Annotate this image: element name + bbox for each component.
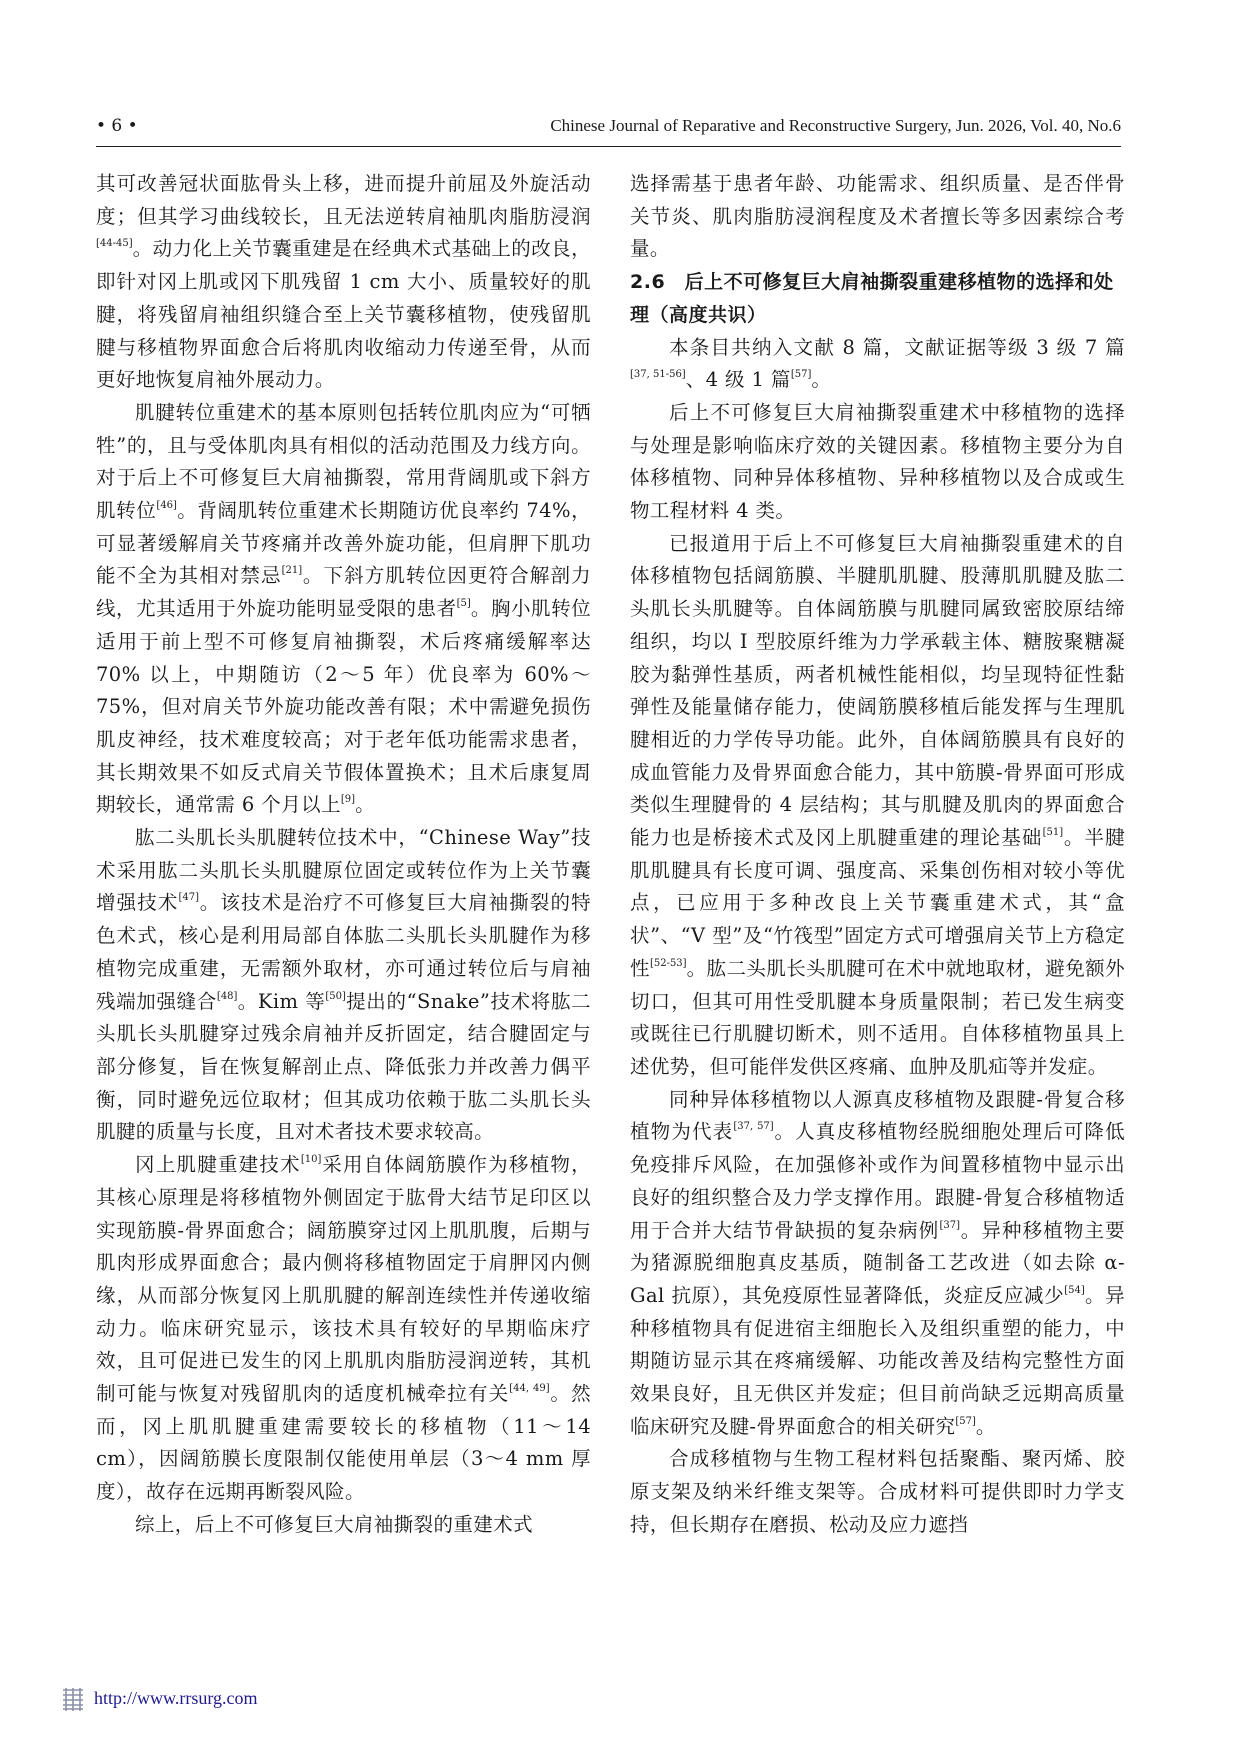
- text-run: 。: [975, 1414, 996, 1438]
- text-run: 。Kim 等: [237, 989, 326, 1013]
- text-run: 。胸小肌转位适用于前上型不可修复肩袖撕裂，术后疼痛缓解率达 70% 以上，中期随访（2～5 年）优良率为 60%～75%，但对肩关节外旋功能改善有限；术中需避免损伤肌皮神经，技术难度较高；对于老年低功能需求患者，其长期效果不如反式肩关节假体置换术；且术后康复周期较长，通常需 6 个月以上: [96, 597, 592, 817]
- text-run: 。异种移植物主要为猪源脱细胞真皮基质，随制备工艺改进（如去除 α-Gal 抗原），其免疫原性显著降低，炎症反应减少: [630, 1218, 1125, 1307]
- text-run: 同种异体移植物以人源真皮移植物及跟腱-骨复合移植物为代表: [630, 1087, 1125, 1144]
- paragraph: [630, 397, 1125, 528]
- citation-ref[interactable]: [47]: [178, 892, 200, 904]
- page-number: • 6 •: [96, 116, 138, 136]
- section-heading: [630, 266, 1125, 331]
- paragraph: [96, 822, 591, 1149]
- page-header: [0, 0, 1241, 140]
- paragraph: [96, 1149, 591, 1509]
- header-divider: [96, 146, 1121, 147]
- citation-ref[interactable]: [51]: [1042, 827, 1064, 839]
- paragraph: [96, 1509, 591, 1542]
- text-run: 。背阔肌转位重建术长期随访优良率约 74%，可显著缓解肩关节疼痛并改善外旋功能，但肩胛下肌功能不全为其相对禁忌: [96, 499, 592, 588]
- citation-ref[interactable]: [44-45]: [96, 238, 133, 250]
- paragraph: [630, 528, 1125, 1084]
- paragraph: [630, 1084, 1125, 1444]
- citation-ref[interactable]: [10]: [300, 1154, 322, 1166]
- paragraph: [96, 397, 591, 822]
- citation-ref[interactable]: [37, 51-56]: [630, 369, 686, 381]
- text-run: 。: [811, 368, 832, 392]
- text-run: 本条目共纳入文献 8 篇，文献证据等级 3 级 7 篇: [669, 335, 1125, 359]
- citation-ref[interactable]: [37, 57]: [733, 1121, 774, 1133]
- text-run: 。该技术是治疗不可修复巨大肩袖撕裂的特色术式，核心是利用局部自体肱二头肌长头肌腱作为移植物完成重建，无需额外取材，亦可通过转位后与肩袖残端加强缝合: [96, 891, 591, 1013]
- page-footer: [60, 1686, 460, 1716]
- text-run: 2.6 后上不可修复巨大肩袖撕裂重建移植物的选择和处理（高度共识）: [630, 271, 1114, 326]
- text-run: 选择需基于患者年龄、功能需求、组织质量、是否伴骨关节炎、肌肉脂肪浸润程度及术者擅长等多因素综合考量。: [630, 172, 1125, 261]
- text-run: 。动力化上关节囊重建是在经典术式基础上的改良，即针对冈上肌或冈下肌残留 1 cm 大小、质量较好的肌腱，将残留肩袖组织缝合至上关节囊移植物，使残留肌腱与移植物界面愈合后将肌肉收缩动力传递至骨，从而更好地恢复肩袖外展动力。: [96, 237, 591, 392]
- text-run: 冈上肌腱重建技术: [135, 1153, 301, 1177]
- citation-ref[interactable]: [9]: [340, 794, 356, 806]
- citation-ref[interactable]: [37]: [939, 1219, 960, 1231]
- citation-ref[interactable]: [54]: [1064, 1284, 1085, 1296]
- journal-logo-icon: [60, 1686, 86, 1712]
- paragraph: [630, 332, 1125, 397]
- paragraph: [630, 1443, 1125, 1541]
- text-run: 后上不可修复巨大肩袖撕裂重建术中移植物的选择与处理是影响临床疗效的关键因素。移植物主要分为自体移植物、同种异体移植物、异种移植物以及合成或生物工程材料 4 类。: [630, 400, 1125, 523]
- text-run: 。然而，冈上肌肌腱重建需要较长的移植物（11～14 cm），因阔筋膜长度限制仅能使用单层（3～4 mm 厚度），故存在远期再断裂风险。: [96, 1382, 591, 1504]
- citation-ref[interactable]: [21]: [281, 565, 303, 577]
- text-run: 。人真皮移植物经脱细胞处理后可降低免疫排斥风险，在加强修补或作为间置移植物中显示出良好的组织整合及力学支撑作用。跟腱-骨复合移植物适用于合并大结节骨缺损的复杂病例: [630, 1120, 1125, 1242]
- left-column: [96, 168, 591, 1542]
- text-run: 采用自体阔筋膜作为移植物，其核心原理是将移植物外侧固定于肱骨大结节足印区以实现筋膜-骨界面愈合；阔筋膜穿过冈上肌肌腹，后期与肌肉形成界面愈合；最内侧将移植物固定于肩胛冈内侧缘，从而部分恢复冈上肌肌腱的解剖连续性并传递收缩动力。临床研究显示，该技术具有较好的早期临床疗效，且可促进已发生的冈上肌肌肉脂肪浸润逆转，其机制可能与恢复对残留肌肉的适度机械牵拉有关: [96, 1153, 591, 1406]
- citation-ref[interactable]: [5]: [456, 598, 471, 610]
- citation-ref[interactable]: [57]: [790, 369, 812, 381]
- paragraph: [96, 168, 591, 397]
- text-run: 、4 级 1 篇: [685, 368, 791, 392]
- text-run: 。半腱肌肌腱具有长度可调、强度高、采集创伤相对较小等优点，已应用于多种改良上关节囊重建术式，其“盒状”、“V 型”及“竹筏型”固定方式可增强肩关节上方稳定性: [630, 826, 1125, 980]
- citation-ref[interactable]: [52-53]: [649, 957, 687, 969]
- text-run: 提出的“Snake”技术将肱二头肌长头肌腱穿过残余肩袖并反折固定，结合腱固定与部分修复，旨在恢复解剖止点、降低张力并改善力偶平衡，同时避免远位取材；但其成功依赖于肱二头肌长头肌腱的质量与长度，且对术者技术要求较高。: [96, 989, 591, 1144]
- text-run: 综上，后上不可修复巨大肩袖撕裂的重建术式: [135, 1512, 534, 1536]
- right-column: [630, 168, 1125, 1542]
- text-run: 其可改善冠状面肱骨头上移，进而提升前屈及外旋活动度；但其学习曲线较长，且无法逆转肩袖肌肉脂肪浸润: [96, 172, 591, 228]
- text-run: 。肱二头肌长头肌腱可在术中就地取材，避免额外切口，但其可用性受肌腱本身质量限制；若已发生病变或既往已行肌腱切断术，则不适用。自体移植物虽具上述优势，但可能伴发供区疼痛、血肿及肌疝等并发症。: [630, 956, 1125, 1078]
- citation-ref[interactable]: [48]: [216, 990, 238, 1002]
- text-run: 肱二头肌长头肌腱转位技术中，“Chinese Way”技术采用肱二头肌长头肌腱原位固定或转位作为上关节囊增强技术: [96, 826, 591, 915]
- text-run: 合成移植物与生物工程材料包括聚酯、聚丙烯、胶原支架及纳米纤维支架等。合成材料可提供即时力学支持，但长期存在磨损、松动及应力遮挡: [630, 1447, 1125, 1536]
- citation-ref[interactable]: [57]: [955, 1415, 976, 1427]
- citation-ref[interactable]: [46]: [156, 500, 177, 512]
- journal-citation: Chinese Journal of Reparative and Reconstructive Surgery, Jun. 2026, Vol. 40, No.6: [550, 116, 1121, 135]
- journal-website-link[interactable]: http://www.rrsurg.com: [94, 1688, 258, 1708]
- citation-ref[interactable]: [50]: [325, 990, 346, 1002]
- text-run: 已报道用于后上不可修复巨大肩袖撕裂重建术的自体移植物包括阔筋膜、半腱肌肌腱、股薄肌肌腱及肱二头肌长头肌腱等。自体阔筋膜与肌腱同属致密胶原结缔组织，均以 Ⅰ 型胶原纤维为力学承载主体、糖胺聚糖凝胶为黏弹性基质，两者机械性能相似，均呈现特征性黏弹性及能量储存能力，使阔筋膜移植后能发挥与生理肌腱相近的力学传导功能。此外，自体阔筋膜具有良好的成血管能力及骨界面愈合能力，其中筋膜-骨界面可形成类似生理腱骨的 4 层结构；其与肌腱及肌肉的界面愈合能力也是桥接术式及冈上肌腱重建的理论基础: [630, 531, 1125, 850]
- text-run: 。下斜方肌转位因更符合解剖力线，尤其适用于外旋功能明显受限的患者: [96, 564, 591, 621]
- text-run: 肌腱转位重建术的基本原则包括转位肌肉应为“可牺牲”的，且与受体肌肉具有相似的活动范围及力线方向。对于后上不可修复巨大肩袖撕裂，常用背阔肌或下斜方肌转位: [96, 400, 591, 523]
- paragraph: [630, 168, 1125, 266]
- text-run: 。异种移植物具有促进宿主细胞长入及组织重塑的能力，中期随访显示其在疼痛缓解、功能改善及结构完整性方面效果良好，且无供区并发症；但目前尚缺乏远期高质量临床研究及腱-骨界面愈合的相关研究: [630, 1283, 1125, 1438]
- citation-ref[interactable]: [44, 49]: [509, 1383, 550, 1395]
- text-run: 。: [355, 793, 375, 817]
